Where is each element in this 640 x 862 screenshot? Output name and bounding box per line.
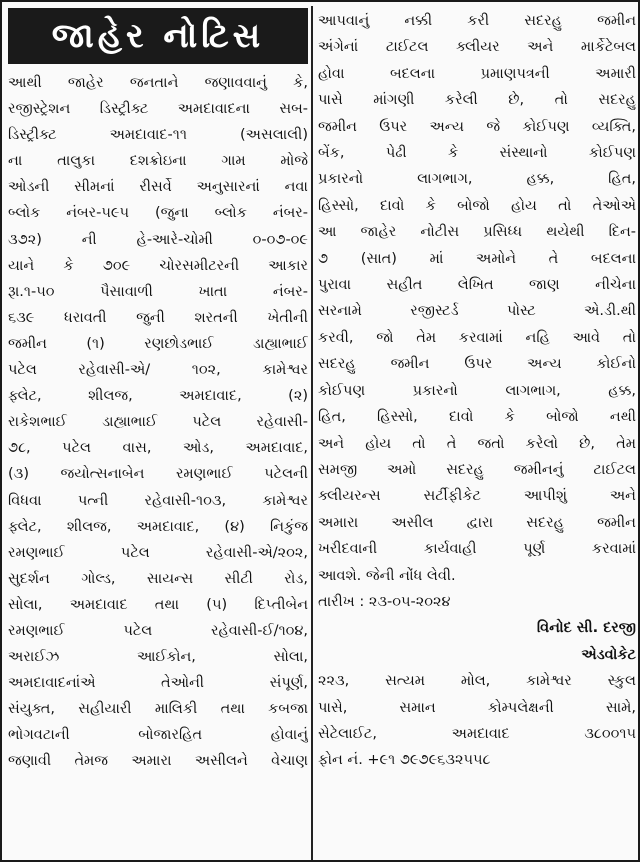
text-line: ૬૩૯ ધરાવતી જુની શરતની ખેતીની xyxy=(8,309,308,326)
text-line: અમારા અસીલ દ્વારા સદરહુ જમીન xyxy=(318,514,636,531)
right-text xyxy=(318,8,636,774)
text-line: હોવા બદલના પ્રમાણપત્રની અમારી xyxy=(318,65,636,82)
text-line: સરનામે રજીસ્ટર્ડ પોસ્ટ એ.ડી.થી xyxy=(318,303,636,320)
address-line: સેટેલાઈટ, અમદાવાદ ૩૮૦૦૧૫ xyxy=(318,725,636,742)
text-line: વિધવા પત્ની રહેવાસી-૧૦૩, કામેશ્વર xyxy=(8,492,308,509)
phone-line: ફોન નં. +૯૧ ૭૯૭૯૬૩૨૫૫૮ xyxy=(318,752,491,769)
left-column xyxy=(8,8,308,858)
text-line: રાકેશભાઈ ડાહ્યાભાઈ પટેલ રહેવાસી- xyxy=(8,414,308,431)
text-line: ખરીદવાની કાર્યવાહી પૂર્ણ કરવામાં xyxy=(318,541,636,558)
text-line: ડિસ્ટ્રીક્ટ અમદાવાદ-૧૧ (અસલાલી) xyxy=(8,127,308,144)
text-line: ૩૭૨) ની હે-આરે-ચોમી ૦-૦૭-૦૯ xyxy=(8,231,308,248)
text-line: ફ્લેટ, શીલજ, અમદાવાદ, (૨) xyxy=(8,388,308,405)
text-line: સોલા, અમદાવાદ તથા (૫) દિપ્તીબેન xyxy=(8,596,308,613)
left-text xyxy=(8,70,308,775)
text-line: રમણભાઈ પટેલ રહેવાસી-એ/૨૦૨, xyxy=(8,544,308,561)
text-line: રૂા.૧-૫૦ પૈસાવાળી ખાતા નંબર- xyxy=(8,283,308,300)
text-line: ફ્લેટ, શીલજ, અમદાવાદ, (૪) નિકુંજ xyxy=(8,518,308,535)
text-line: હિત, હિસ્સો, દાવો કે બોજો નથી xyxy=(318,409,636,426)
text-line: અમદાવાદનાંએ તેઓની સંપૂર્ણ, xyxy=(8,675,308,692)
address-line: પાસે, સમાન કોમ્પલેક્ષની સામે, xyxy=(318,699,636,716)
text-line: અને હોય તો તે જતો કરેલો છે, તેમ xyxy=(318,435,636,452)
text-line: બેંક, પેઢી કે સંસ્થાનો કોઈપણ xyxy=(318,145,636,162)
text-line: રમણભાઈ પટેલ રહેવાસી-ઈ/૧૦૪, xyxy=(8,622,308,639)
signatory-name: વિનોદ સી. દરજી xyxy=(536,620,636,637)
text-line: પ્રકારનો લાગભાગ, હક્ક, હિત, xyxy=(318,171,636,188)
text-line: સદરહુ જમીન ઉપર અન્ય કોઈનો xyxy=(318,356,636,373)
text-line: ઓડની સીમનાં રીસર્વે અનુસારનાં નવા xyxy=(8,179,308,196)
text-line: આ જાહેર નોટીસ પ્રસિધ્ધ થયેથી દિન- xyxy=(318,224,636,241)
notice-title: જાહેર નોટિસ xyxy=(8,8,308,64)
text-line: કરવી, જો તેમ કરવામાં નહિ આવે તો xyxy=(318,329,636,346)
right-column xyxy=(318,8,636,858)
signatory-title: એડવોકેટ xyxy=(581,646,636,663)
text-line: અંગેનાં ટાઈટલ ક્લીયર અને માર્કેટેબલ xyxy=(318,39,636,56)
column-divider xyxy=(311,6,313,860)
text-line: જમીન (૧) રણછોડભાઈ ડાહ્યાભાઈ xyxy=(8,335,308,352)
text-line: સંયુક્ત, સહીયારી માલિકી તથા કબજા xyxy=(8,701,308,718)
text-line: પાસે માંગણી કરેલી છે, તો સદરહુ xyxy=(318,92,636,109)
text-line: (૩) જયોત્સનાબેન રમણભાઈ પટેલની xyxy=(8,466,308,483)
text-line: ક્લીયરન્સ સર્ટીફીકેટ આપીશું અને xyxy=(318,488,636,505)
text-line: આપવાનું નક્કી કરી સદરહુ જમીન xyxy=(318,13,636,29)
text-line: અરાઈઝ આઈકોન, સોલા, xyxy=(8,649,308,666)
text-line: હિસ્સો, દાવો કે બોજો હોય તો તેઓએ xyxy=(318,197,636,214)
text-line: પટેલ રહેવાસી-એ/ ૧૦૨, કામેશ્વર xyxy=(8,362,308,379)
text-line: ૭ (સાત) માં અમોને તે બદલના xyxy=(318,250,636,267)
text-line: ના તાલુકા દશક્રોઇના ગામ મોજે xyxy=(8,153,308,170)
text-line: કોઈપણ પ્રકારનો લાગભાગ, હક્ક, xyxy=(318,382,636,399)
text-line: જમીન ઉપર અન્ય જે કોઈપણ વ્યક્તિ, xyxy=(318,118,636,135)
text-line: સુદર્શન ગોલ્ડ, સાયન્સ સીટી રોડ, xyxy=(8,570,308,587)
text-line: બ્લોક નંબર-૫૯૫ (જુના બ્લોક નંબર- xyxy=(8,205,308,222)
text-line: પુરાવા સહીત લેખિત જાણ નીચેના xyxy=(318,277,636,294)
text-line: ૭૮, પટેલ વાસ, ઓડ, અમદાવાદ, xyxy=(8,440,308,457)
notice-date: તારીખ : ૨૩-૦૫-૨૦૨૪ xyxy=(318,593,451,610)
text-line: આવશે. જેની નોંધ લેવી. xyxy=(318,567,456,584)
text-line: યાને કે ૭૦૯ ચોરસમીટરની આકાર xyxy=(8,257,308,274)
text-line: જણાવી તેમજ અમારા અસીલને વેચાણ xyxy=(8,753,308,770)
text-line: ભોગવટાની બોજારહિત હોવાનું xyxy=(8,727,308,744)
text-line: રજીસ્ટ્રેશન ડિસ્ટ્રીક્ટ અમદાવાદના સબ- xyxy=(8,101,308,118)
text-line: આથી જાહેર જનતાને જણાવવાનું કે, xyxy=(8,75,308,91)
address-line: ૨૨૩, સત્યમ મોલ, કામેશ્વર સ્કુલ xyxy=(318,673,636,690)
text-line: સમજી અમો સદરહુ જમીનનું ટાઈટલ xyxy=(318,461,636,478)
